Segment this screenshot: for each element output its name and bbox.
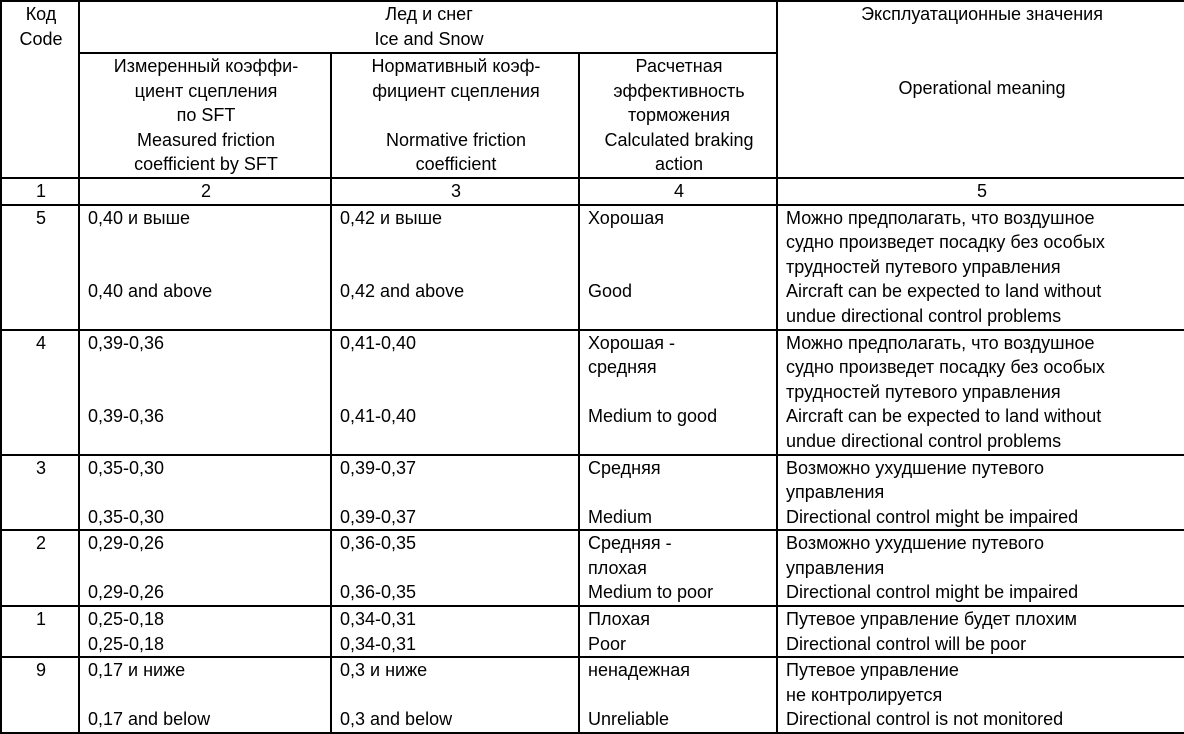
header-code-ru: Код [25, 4, 57, 24]
header-normative-line [340, 103, 572, 128]
header-operational-meaning-cell [777, 1, 1184, 178]
normative-coefficient-line: 0,39-0,37 [340, 457, 417, 478]
operational-meaning-cell [777, 606, 1184, 657]
code-cell: 9 [1, 657, 79, 733]
operational-meaning-line: Возможно ухудшение путевого [786, 457, 1044, 478]
braking-action-cell [579, 530, 777, 606]
measured-coefficient-line [88, 480, 324, 505]
header-braking-line: action [654, 154, 704, 175]
normative-coefficient-line: 0,39-0,37 [340, 506, 417, 527]
braking-action-line: ненадежная [588, 660, 690, 681]
table-body [1, 205, 1184, 734]
normative-coefficient-line: 0,34-0,31 [340, 609, 417, 630]
braking-action-line: Средняя [588, 457, 661, 478]
operational-meaning-cell [777, 455, 1184, 531]
measured-coefficient-cell [79, 606, 331, 657]
braking-action-line: Плохая [588, 609, 651, 630]
operational-meaning-line: не контролируется [786, 684, 943, 705]
braking-action-line: Good [588, 281, 633, 302]
measured-coefficient-line: 0,39-0,36 [88, 406, 165, 427]
operational-meaning-line: трудностей путевого управления [786, 381, 1061, 402]
header-measured-line: по SFT [176, 105, 236, 126]
normative-coefficient-cell [331, 330, 579, 455]
measured-coefficient-line: 0,25-0,18 [88, 633, 165, 654]
normative-coefficient-line: 0,36-0,35 [340, 582, 417, 603]
normative-coefficient-line: 0,3 и ниже [340, 660, 428, 681]
operational-meaning-line: Directional control might be impaired [786, 506, 1079, 527]
braking-action-line: Poor [588, 633, 627, 654]
braking-action-line: Medium to good [588, 406, 718, 427]
operational-meaning-line: Directional control will be poor [786, 633, 1027, 654]
braking-action-cell [579, 205, 777, 330]
column-number: 5 [777, 178, 1184, 205]
measured-coefficient-line: 0,35-0,30 [88, 506, 165, 527]
normative-coefficient-line [340, 230, 572, 255]
operational-meaning-line: управления [786, 482, 885, 503]
header-normative-line: Normative friction [385, 129, 527, 150]
braking-action-cell [579, 455, 777, 531]
header-code-en: Code [19, 28, 63, 49]
operational-meaning-line: Aircraft can be expected to land without [786, 281, 1102, 302]
header-braking-line: Calculated braking [604, 129, 754, 150]
braking-action-line [588, 683, 770, 708]
code-cell: 3 [1, 455, 79, 531]
operational-meaning-line: undue directional control problems [786, 305, 1062, 326]
header-measured-line: циент сцепления [134, 80, 278, 101]
braking-action-line: Unreliable [588, 709, 670, 730]
braking-action-line: Средняя - [588, 533, 672, 554]
header-measured-line: Измеренный коэффи- [113, 56, 299, 76]
operational-meaning-line: судно произведет посадку без особых [786, 357, 1105, 378]
table-row [1, 205, 1184, 330]
header-col5-line: Эксплуатационные значения [861, 4, 1103, 24]
normative-coefficient-line [340, 480, 572, 505]
measured-coefficient-line [88, 556, 324, 581]
braking-action-cell [579, 330, 777, 455]
normative-coefficient-line: 0,3 and below [340, 709, 453, 730]
header-normative-cell [331, 53, 579, 178]
header-code-cell [1, 1, 79, 178]
code-cell: 4 [1, 330, 79, 455]
measured-coefficient-line: 0,39-0,36 [88, 332, 165, 353]
header-col5-line: Operational meaning [898, 77, 1066, 98]
header-measured-cell [79, 53, 331, 178]
measured-coefficient-cell [79, 530, 331, 606]
operational-meaning-cell [777, 205, 1184, 330]
column-number: 3 [331, 178, 579, 205]
measured-coefficient-cell [79, 205, 331, 330]
header-col5-line [786, 51, 1178, 76]
normative-coefficient-line: 0,41-0,40 [340, 332, 417, 353]
operational-meaning-line: Aircraft can be expected to land without [786, 406, 1102, 427]
normative-coefficient-cell [331, 657, 579, 733]
braking-action-line: Хорошая - [588, 332, 676, 353]
header-normative-line: Нормативный коэф- [371, 56, 541, 76]
operational-meaning-line: судно произведет посадку без особых [786, 232, 1105, 253]
measured-coefficient-line: 0,40 и выше [88, 207, 191, 228]
operational-meaning-line: undue directional control problems [786, 430, 1062, 451]
normative-coefficient-line [340, 255, 572, 280]
operational-meaning-cell [777, 330, 1184, 455]
normative-coefficient-line: 0,36-0,35 [340, 533, 417, 554]
table-row [1, 330, 1184, 455]
table-row [1, 657, 1184, 733]
header-ice-snow-ru: Лед и снег [385, 4, 473, 24]
measured-coefficient-line: 0,35-0,30 [88, 457, 165, 478]
braking-action-line [588, 380, 770, 405]
braking-action-line [588, 230, 770, 255]
header-measured-line: coefficient by SFT [134, 154, 278, 175]
braking-action-cell [579, 606, 777, 657]
normative-coefficient-line: 0,34-0,31 [340, 633, 417, 654]
operational-meaning-line: трудностей путевого управления [786, 256, 1061, 277]
code-cell: 2 [1, 530, 79, 606]
normative-coefficient-line [340, 355, 572, 380]
normative-coefficient-cell [331, 205, 579, 330]
measured-coefficient-cell [79, 455, 331, 531]
normative-coefficient-line [340, 380, 572, 405]
operational-meaning-line: Можно предполагать, что воздушное [786, 332, 1095, 353]
measured-coefficient-line: 0,17 and below [88, 709, 211, 730]
header-ice-snow-en: Ice and Snow [374, 28, 484, 49]
column-number: 1 [1, 178, 79, 205]
operational-meaning-line: Можно предполагать, что воздушное [786, 207, 1095, 228]
measured-coefficient-line: 0,40 and above [88, 281, 213, 302]
operational-meaning-line: Directional control might be impaired [786, 582, 1079, 603]
measured-coefficient-line [88, 230, 324, 255]
operational-meaning-cell [777, 530, 1184, 606]
header-ice-snow-cell [79, 1, 777, 53]
column-number-row [1, 178, 1184, 205]
header-measured-line: Measured friction [136, 129, 276, 150]
normative-coefficient-cell [331, 530, 579, 606]
table-row [1, 606, 1184, 657]
normative-coefficient-line: 0,42 and above [340, 281, 465, 302]
code-cell: 5 [1, 205, 79, 330]
operational-meaning-line: Directional control is not monitored [786, 709, 1064, 730]
measured-coefficient-line: 0,29-0,26 [88, 533, 165, 554]
braking-action-line [588, 255, 770, 280]
header-braking-line: торможения [627, 105, 731, 126]
header-braking-line: эффективность [613, 80, 745, 101]
operational-meaning-line: управления [786, 557, 885, 578]
measured-coefficient-line: 0,17 и ниже [88, 660, 186, 681]
column-number: 4 [579, 178, 777, 205]
braking-action-cell [579, 657, 777, 733]
table-row [1, 530, 1184, 606]
header-normative-line: фициент сцепления [372, 80, 540, 101]
operational-meaning-line: Возможно ухудшение путевого [786, 533, 1044, 554]
measured-coefficient-line [88, 683, 324, 708]
normative-coefficient-cell [331, 455, 579, 531]
operational-meaning-cell [777, 657, 1184, 733]
table-row [1, 455, 1184, 531]
measured-coefficient-line [88, 380, 324, 405]
measured-coefficient-line [88, 255, 324, 280]
braking-action-line [588, 480, 770, 505]
braking-action-line: Medium [588, 506, 653, 527]
normative-coefficient-cell [331, 606, 579, 657]
braking-action-line: плохая [588, 557, 647, 578]
measured-coefficient-cell [79, 657, 331, 733]
normative-coefficient-line [340, 683, 572, 708]
operational-meaning-line: Путевое управление будет плохим [786, 609, 1077, 630]
header-braking-cell [579, 53, 777, 178]
measured-coefficient-line [88, 355, 324, 380]
measured-coefficient-line: 0,29-0,26 [88, 582, 165, 603]
header-normative-line: coefficient [415, 154, 497, 175]
header-braking-line: Расчетная [635, 56, 723, 76]
measured-coefficient-line: 0,25-0,18 [88, 609, 165, 630]
normative-coefficient-line [340, 556, 572, 581]
code-cell: 1 [1, 606, 79, 657]
braking-action-line: Хорошая [588, 207, 665, 228]
header-col5-line [786, 27, 1178, 52]
measured-coefficient-cell [79, 330, 331, 455]
braking-action-line: средняя [588, 357, 657, 378]
operational-meaning-line: Путевое управление [786, 660, 959, 681]
braking-action-line: Medium to poor [588, 582, 714, 603]
normative-coefficient-line: 0,42 и выше [340, 207, 443, 228]
column-number: 2 [79, 178, 331, 205]
normative-coefficient-line: 0,41-0,40 [340, 406, 417, 427]
